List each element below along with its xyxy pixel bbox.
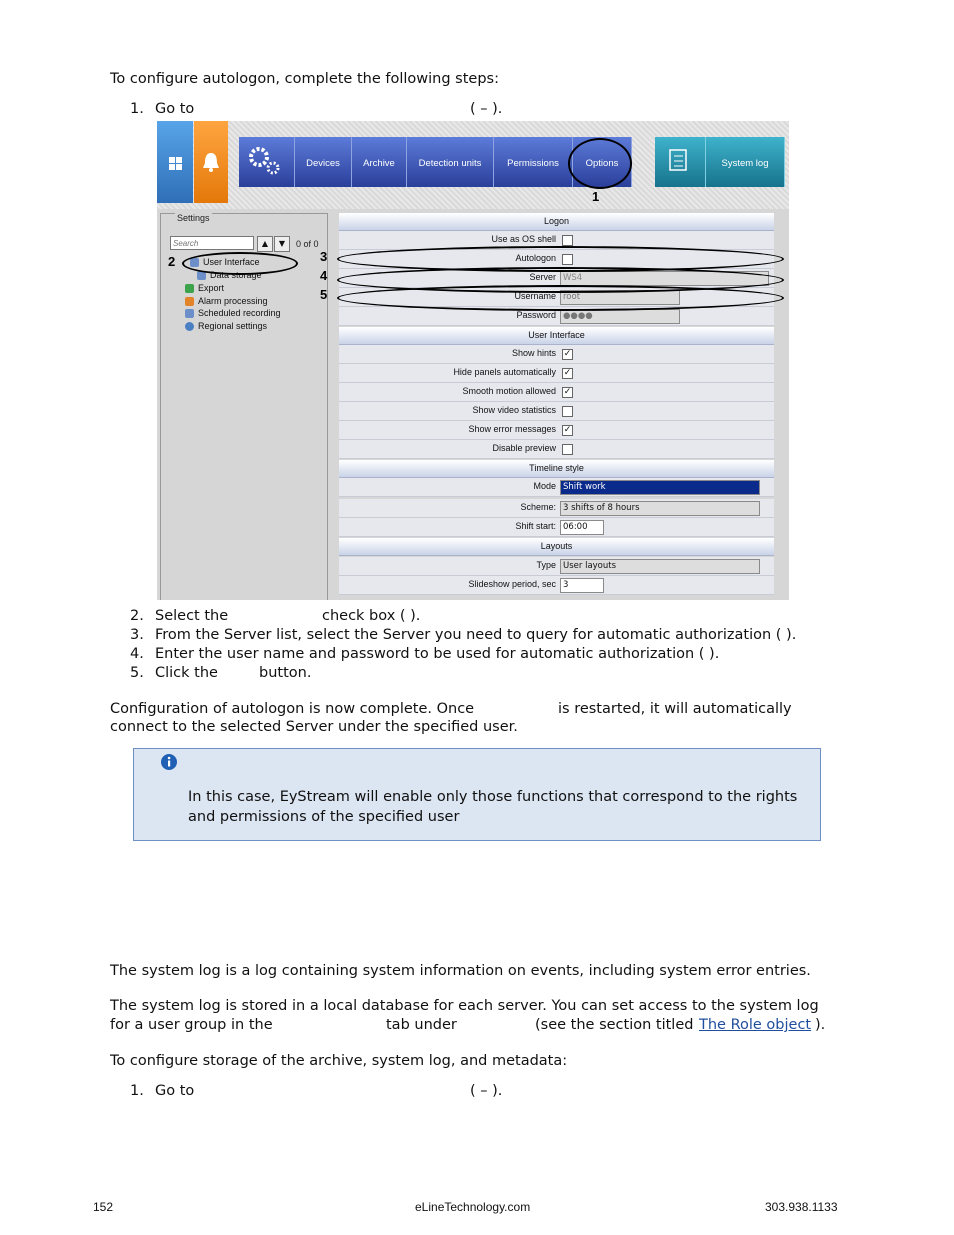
step-4-text: Enter the user name and password to be used for automatic authorization ( ). — [155, 646, 720, 662]
step-5-number: 5. — [130, 665, 144, 681]
log-tile[interactable] — [655, 137, 706, 187]
show-hints-checkbox[interactable]: ✓ — [563, 349, 572, 359]
settings-search-input[interactable] — [170, 236, 254, 250]
callout-4: 4 — [320, 268, 328, 283]
tab-devices[interactable]: Devices — [295, 137, 352, 187]
row-use-as-os-shell: Use as OS shell — [339, 231, 774, 250]
gear-icon — [239, 137, 294, 187]
tree-item-regional-settings[interactable]: Regional settings — [185, 321, 267, 331]
tab-options[interactable]: Options — [573, 137, 632, 187]
callout-ellipse-username — [337, 285, 784, 311]
syslog-paragraph-2e: ). — [815, 1017, 826, 1033]
callout-ellipse-options — [568, 138, 632, 189]
section-user-interface: User Interface — [339, 327, 774, 345]
row-mode: Mode Shift work — [339, 478, 774, 497]
syslog-step-1-number: 1. — [130, 1083, 144, 1099]
alarm-icon — [185, 297, 194, 306]
bell-icon — [194, 121, 228, 203]
syslog-paragraph-3: To configure storage of the archive, system log, and metadata: — [110, 1053, 568, 1069]
row-username: Username root — [339, 288, 774, 307]
syslog-paragraph-1: The system log is a log containing system information on events, including system error entries. — [110, 963, 811, 979]
row-disable-preview: Disable preview — [339, 440, 774, 459]
callout-5: 5 — [320, 287, 328, 302]
tree-item-export[interactable]: Export — [185, 283, 224, 293]
row-scheme: Scheme: 3 shifts of 8 hours — [339, 499, 774, 518]
scheme-select[interactable]: 3 shifts of 8 hours — [560, 501, 760, 516]
tab-permissions[interactable]: Permissions — [494, 137, 573, 187]
settings-title: Settings — [177, 213, 210, 223]
row-smooth-motion: Smooth motion allowed ✓ — [339, 383, 774, 402]
tree-item-alarm-processing[interactable]: Alarm processing — [185, 296, 268, 306]
row-autologon: Autologon — [339, 250, 774, 269]
syslog-paragraph-2c: tab under — [386, 1017, 457, 1033]
footer-page-number: 152 — [93, 1200, 114, 1214]
show-video-stats-checkbox[interactable] — [562, 406, 573, 417]
search-next-button[interactable]: ▼ — [274, 236, 290, 252]
info-note — [133, 748, 821, 841]
export-icon — [185, 284, 194, 293]
syslog-paragraph-2d: (see the section titled — [535, 1017, 694, 1033]
info-icon — [160, 753, 178, 771]
username-field[interactable]: root — [560, 290, 680, 305]
complete-line-1b: is restarted, it will automatically — [558, 701, 792, 717]
row-shift-start: Shift start: 06:00 — [339, 518, 774, 537]
step-1-number: 1. — [130, 101, 144, 117]
role-object-link[interactable]: The Role object — [699, 1017, 812, 1033]
windows-icon — [157, 121, 193, 203]
row-type: Type User layouts — [339, 557, 774, 576]
settings-tile[interactable] — [239, 137, 295, 187]
use-as-os-shell-checkbox[interactable] — [562, 235, 573, 246]
show-error-messages-checkbox[interactable]: ✓ — [563, 425, 572, 435]
step-2-text-a: Select the — [155, 608, 229, 624]
step-1-text: Go to — [155, 101, 195, 117]
step-4-number: 4. — [130, 646, 144, 662]
note-line-1: In this case, EyStream will enable only those functions that correspond to the rights — [188, 789, 798, 805]
section-logon: Logon — [339, 213, 774, 231]
smooth-motion-checkbox[interactable]: ✓ — [563, 387, 572, 397]
step-3-text: From the Server list, select the Server you need to query for automatic authorization ( ). — [155, 627, 797, 643]
mode-select[interactable]: Shift work — [560, 480, 760, 495]
complete-line-2: connect to the selected Server under the specified user. — [110, 719, 518, 735]
hide-panels-checkbox[interactable]: ✓ — [563, 368, 572, 378]
tab-system-log[interactable]: System log — [706, 137, 785, 187]
row-server: Server WS4 — [339, 269, 774, 288]
server-select[interactable]: WS4 — [560, 271, 769, 286]
footer-site: eLineTechnology.com — [415, 1200, 531, 1214]
syslog-paragraph-2b: for a user group in the — [110, 1017, 273, 1033]
intro-text: To configure autologon, complete the following steps: — [110, 71, 499, 87]
row-slideshow: Slideshow period, sec 3 — [339, 576, 774, 595]
password-field[interactable]: ●●●● — [560, 309, 680, 324]
search-count: 0 of 0 — [296, 239, 319, 249]
step-2-text-b: check box ( ). — [322, 608, 421, 624]
windows-tile — [157, 121, 193, 203]
callout-1: 1 — [592, 189, 600, 204]
complete-line-1a: Configuration of autologon is now complete. Once — [110, 701, 475, 717]
step-1-paren: ( – ). — [470, 101, 503, 117]
tree-item-scheduled-recording[interactable]: Scheduled recording — [185, 308, 281, 318]
row-hide-panels: Hide panels automatically ✓ — [339, 364, 774, 383]
slideshow-field[interactable]: 3 — [560, 578, 604, 593]
section-timeline-style: Timeline style — [339, 460, 774, 478]
callout-ellipse-user-interface — [182, 252, 298, 275]
tree-item-data-storage[interactable]: Data storage — [197, 270, 262, 280]
callout-3: 3 — [320, 249, 328, 264]
step-5-text-b: button. — [259, 665, 312, 681]
schedule-icon — [185, 309, 194, 318]
row-show-video-stats: Show video statistics — [339, 402, 774, 421]
disable-preview-checkbox[interactable] — [562, 444, 573, 455]
syslog-step-1-paren: ( – ). — [470, 1083, 503, 1099]
callout-2: 2 — [168, 254, 176, 269]
note-line-2: and permissions of the specified user — [188, 809, 460, 825]
syslog-step-1-text: Go to — [155, 1083, 195, 1099]
search-prev-button[interactable]: ▲ — [257, 236, 273, 252]
row-password: Password ●●●● — [339, 307, 774, 326]
checklist-icon — [655, 137, 705, 187]
row-show-error-messages: Show error messages ✓ — [339, 421, 774, 440]
section-layouts: Layouts — [339, 538, 774, 556]
step-5-text-a: Click the — [155, 665, 218, 681]
alarm-tile — [194, 121, 228, 203]
type-select[interactable]: User layouts — [560, 559, 760, 574]
shift-start-field[interactable]: 06:00 — [560, 520, 604, 535]
syslog-paragraph-2a: The system log is stored in a local database for each server. You can set access to the system log — [110, 998, 819, 1014]
tab-archive[interactable]: Archive — [352, 137, 407, 187]
footer-phone: 303.938.1133 — [765, 1200, 838, 1214]
tab-detection-units[interactable]: Detection units — [407, 137, 494, 187]
step-3-number: 3. — [130, 627, 144, 643]
step-2-number: 2. — [130, 608, 144, 624]
tree-item-user-interface[interactable]: User Interface — [190, 257, 260, 267]
row-show-hints: Show hints ✓ — [339, 345, 774, 364]
globe-icon — [185, 322, 194, 331]
options-screenshot — [157, 121, 789, 600]
